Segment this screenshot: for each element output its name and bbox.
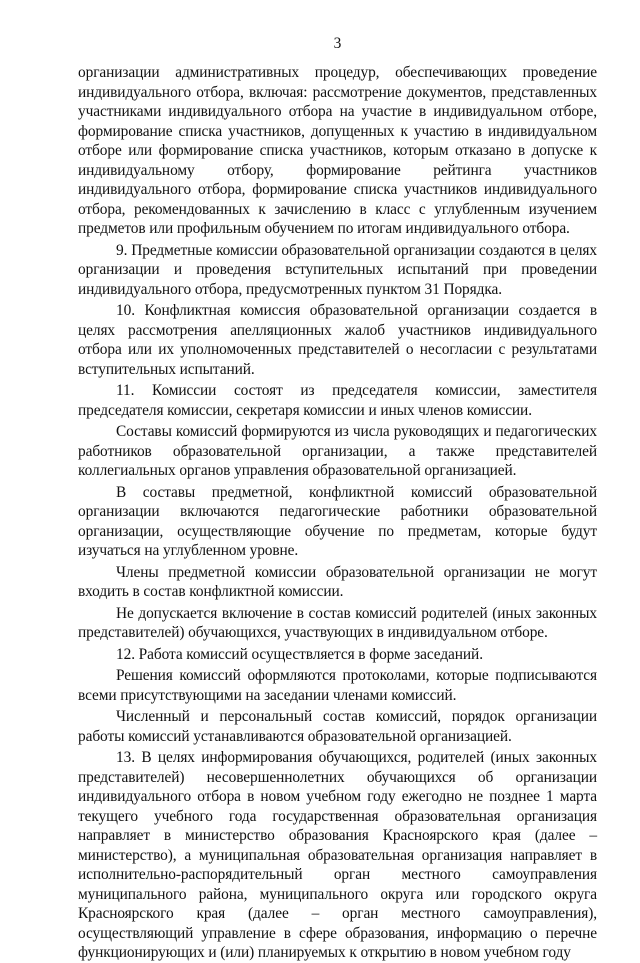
- paragraph-item-9: 9. Предметные комиссии образовательной организации создаются в целях организации и проведения вступительных испытаний при проведении индивидуального отбора, предусмотренных пунктом 31 Порядка.: [78, 241, 597, 298]
- paragraph-subject-commission-members: В составы предметной, конфликтной комиссий образовательной организации включаются педагогические работники образовательной организации, осуществляющие обучение по предметам, которые будут изучаться на углубленном уровне.: [78, 483, 597, 559]
- paragraph-protocols: Решения комиссий оформляются протоколами, которые подписываются всеми присутствующими на заседании членами комиссий.: [78, 667, 597, 704]
- paragraph-parent-exclusion: Не допускается включение в состав комиссий родителей (иных законных представителей) обучающихся, участвующих в индивидуальном отборе.: [78, 604, 597, 641]
- paragraph-continuation: организации административных процедур, обеспечивающих проведение индивидуального отбора, включая: рассмотрение документов, представленных участниками индивидуального отбора на участие в индивидуальном отборе, формирование списка участников, допущенных к участию в индивидуальном отборе или формирование списка участников, которым отказано в допуске к индивидуальному отбору, формирование рейтинга участников индивидуального отбора, формирование списка участников индивидуального отбора, рекомендованных к зачислению в класс с углубленным изучением предметов или профильным обучением по итогам индивидуального отбора.: [78, 64, 597, 237]
- paragraph-item-13: 13. В целях информирования обучающихся, родителей (иных законных представителей) несовершеннолетних обучающихся об организации индивидуального отбора в новом учебном году ежегодно не позднее 1 марта текущего учебного года государственная образовательная организация направляет в министерство образования Красноярского края (далее – министерство), а муниципальная образовательная организация направляет в исполнительно-распорядительный орган местного самоуправления муниципального района, муниципального округа или городского округа Красноярского края (далее – орган местного самоуправления), осуществляющий управление в сфере образования, информацию о перечне функционирующих и (или) планируемых к открытию в новом учебном году: [78, 749, 597, 961]
- paragraph-commission-staffing: Составы комиссий формируются из числа руководящих и педагогических работников образовательной организации, а также представителей коллегиальных органов управления образовательной организацией.: [78, 423, 597, 479]
- paragraph-membership-restriction: Члены предметной комиссии образовательной организации не могут входить в состав конфликтной комиссии.: [78, 563, 597, 600]
- document-page: [78, 34, 597, 963]
- paragraph-composition: Численный и персональный состав комиссий, порядок организации работы комиссий устанавливаются образовательной организацией.: [78, 708, 597, 745]
- paragraph-item-12: 12. Работа комиссий осуществляется в форме заседаний.: [116, 645, 483, 663]
- paragraph-item-10: 10. Конфликтная комиссия образовательной организации создается в целях рассмотрения апелляционных жалоб участников индивидуального отбора или их уполномоченных представителей о несогласии с результатами вступительных испытаний.: [78, 302, 597, 378]
- page-number: 3: [333, 35, 342, 52]
- paragraph-item-11: 11. Комиссии состоят из председателя комиссии, заместителя председателя комиссии, секретаря комиссии и иных членов комиссии.: [78, 382, 597, 419]
